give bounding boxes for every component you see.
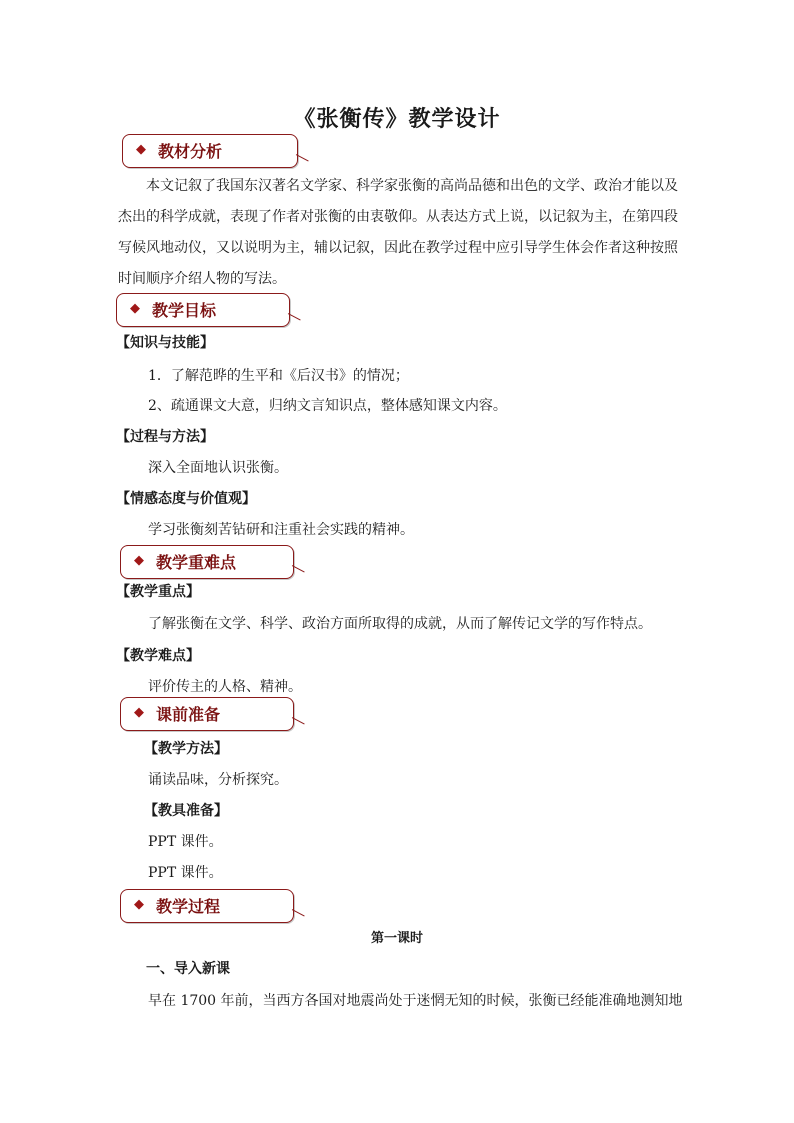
focus-text: 了解张衡在文学、科学、政治方面所取得的成就，从而了解传记文学的写作特点。 (148, 616, 652, 632)
process-method-heading: 【过程与方法】 (116, 429, 214, 445)
focus-heading: 【教学重点】 (116, 584, 200, 600)
difficulty-heading: 【教学难点】 (116, 648, 200, 664)
section-title: 教学目标 (152, 301, 217, 320)
diamond-bullet-icon: ◆ (136, 142, 146, 157)
knowledge-item-1: 1．了解范晔的生平和《后汉书》的情况； (148, 368, 409, 384)
process-method-text: 深入全面地认识张衡。 (148, 460, 288, 476)
intro-text: 早在 1700 年前，当西方各国对地震尚处于迷惘无知的时候，张衡已经能准确地测知地 (148, 993, 683, 1009)
diamond-bullet-icon: ◆ (134, 897, 144, 912)
tools-text: PPT 课件。 (148, 865, 223, 881)
section-header-process (120, 889, 310, 923)
knowledge-heading: 【知识与技能】 (116, 335, 214, 351)
diamond-bullet-icon: ◆ (134, 553, 144, 568)
section-header-analysis (122, 134, 312, 168)
knowledge-item-2: 2、疏通课文大意，归纳文言知识点，整体感知课文内容。 (148, 398, 507, 414)
method-heading: 【教学方法】 (144, 741, 228, 757)
intro-heading: 一、导入新课 (146, 961, 230, 977)
diamond-bullet-icon: ◆ (134, 705, 144, 720)
section-header-goals (116, 293, 306, 327)
method-text: 诵读品味，分析探究。 (148, 772, 288, 788)
section-header-preparation (120, 697, 310, 731)
section-title: 教材分析 (158, 142, 223, 161)
difficulty-text: 评价传主的人格、精神。 (148, 679, 302, 695)
diamond-bullet-icon: ◆ (130, 301, 140, 316)
analysis-paragraph: 本文记叙了我国东汉著名文学家、科学家张衡的高尚品德和出色的文学、政治才能以及杰出的科学成就，表现了作者对张衡的由衷敬仰。从表达方式上说，以记叙为主，在第四段写候风地动仪，又以说明为主，辅以记叙，因此在教学过程中应引导学生体会作者这种按照时间顺序介绍人物的写法。 (118, 178, 678, 287)
tools-text: PPT 课件。 (148, 834, 223, 850)
emotion-heading: 【情感态度与价值观】 (116, 491, 256, 507)
section-title: 教学重难点 (156, 553, 237, 572)
page-title: 《张衡传》教学设计 (293, 106, 501, 132)
section-title: 教学过程 (156, 897, 221, 916)
emotion-text: 学习张衡刻苦钻研和注重社会实践的精神。 (148, 522, 414, 538)
section-title: 课前准备 (156, 705, 221, 724)
tools-heading: 【教具准备】 (144, 803, 228, 819)
lesson-label: 第一课时 (370, 931, 423, 946)
section-header-key-points (120, 545, 310, 579)
